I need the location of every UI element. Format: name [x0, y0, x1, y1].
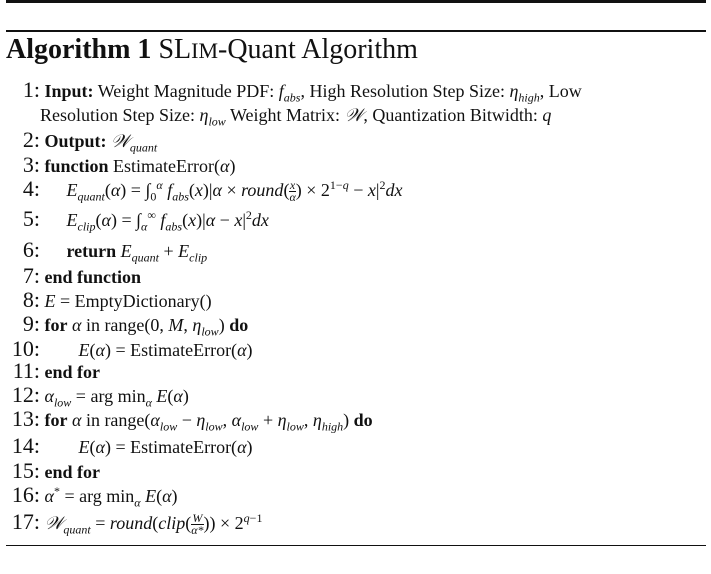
algorithm-line-11: 11: end for [12, 358, 100, 383]
algorithm-line-1-continued: Resolution Step Size: $\eta_{low}$ Weight Matrix: 𝒲, Quantization Bitwidth: q [40, 105, 552, 129]
top-rule [6, 0, 706, 3]
algorithm-line-2: 2: Output: 𝒲$_{quant}$ [22, 127, 158, 155]
algorithm-line-4: 4: $E_{quant}(\alpha) = \int_0^\alpha$ $f_{abs}(x)|\alpha$ × round( $\frac{x}{\alpha}$ ) × $2^{1-q} - x|^2dx$ [22, 176, 403, 205]
algorithm-line-6: 6: return $E_{quant} + E_{clip}$ [22, 237, 208, 265]
title-rule [6, 30, 706, 32]
bottom-rule [6, 545, 706, 546]
algorithm-line-5: 5: $E_{clip}(\alpha) = \int_\alpha^\infty$ $f_{abs}(x)|\alpha - x|^2dx$ [22, 206, 269, 234]
algorithm-line-8: 8: E = EmptyDictionary() [22, 287, 212, 312]
algorithm-line-7: 7: end function [22, 263, 142, 288]
algorithm-line-17: 17: 𝒲$_{quant}$ = round(clip( $\frac{W}{\alpha*}$ )) × $2^{q-1}$ [11, 509, 263, 538]
algorithm-line-13: 13: for α in $range(\alpha_{low} - \eta_{low}$, $\alpha_{low} + \eta_{low}$, $\eta_{high}$) do [11, 406, 373, 434]
algorithm-name: SLIM-Quant Algorithm [158, 34, 418, 65]
algorithm-line-3: 3: function EstimateError(α) [22, 152, 236, 177]
algorithm-line-14: 14: E(α) = EstimateError(α) [11, 433, 253, 458]
algorithm-line-12: 12: $\alpha_{low}$ = arg $\min_\alpha E(\alpha)$ [11, 382, 189, 410]
algorithm-line-16: 16: α* = arg $\min_\alpha E(\alpha)$ [11, 482, 178, 510]
algorithm-title [6, 32, 418, 69]
algorithm-line-15: 15: end for [11, 458, 100, 483]
algorithm-line-9: 9: for α in range(0, M, $\eta_{low}$) do [22, 311, 249, 339]
algorithm-line-10: 10: E(α) = EstimateError(α) [11, 336, 253, 361]
algorithm-line-1: 1: Input: Weight Magnitude PDF: $f_{abs}$, High Resolution Step Size: $\eta_{high}$, Low [22, 77, 582, 105]
algorithm-label: Algorithm 1 [6, 34, 152, 65]
